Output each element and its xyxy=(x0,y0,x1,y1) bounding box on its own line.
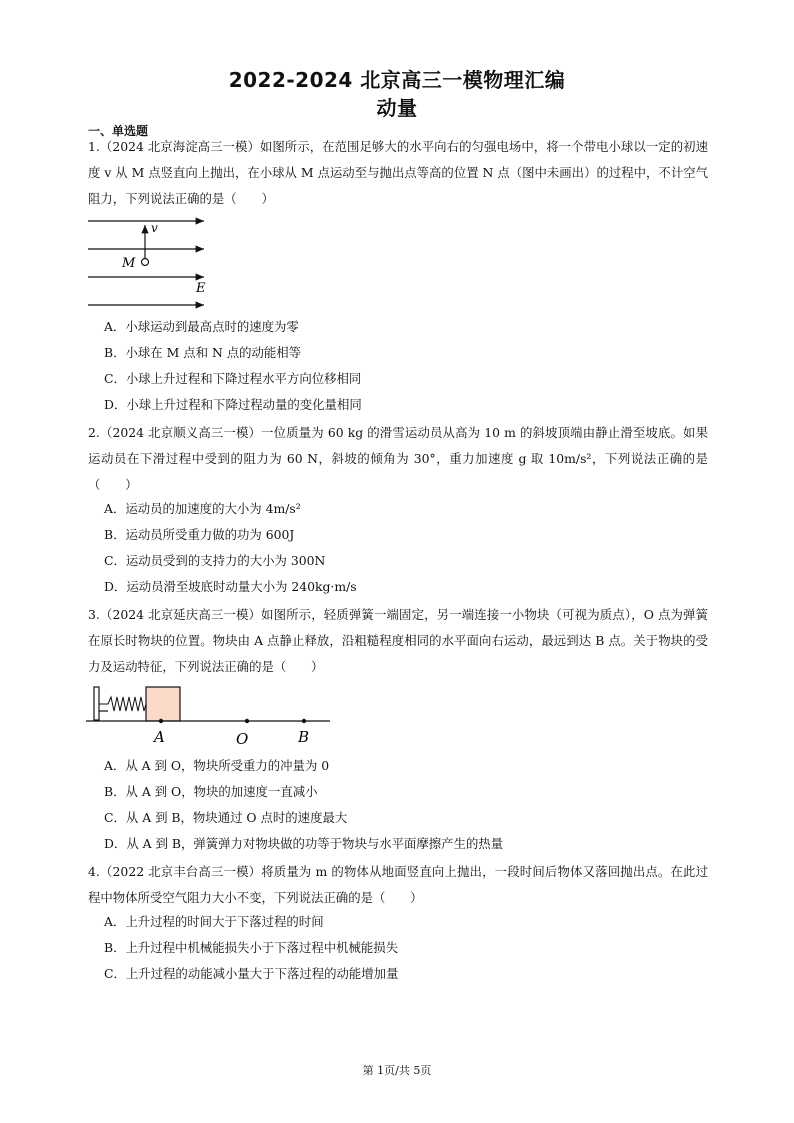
question-4-stem: 4.（2022 北京丰台高三一模）将质量为 m 的物体从地面竖直向上抛出，一段时间后物体又落回抛出点。在此过程中物体所受空气阻力大小不变，下列说法正确的是（ ） xyxy=(88,864,708,905)
label-m: M xyxy=(122,256,136,271)
page-title: 2022-2024 北京高三一模物理汇编 xyxy=(228,68,566,92)
question-2-stem: 2.（2024 北京顺义高三一模）一位质量为 60 kg 的滑雪运动员从高为 10 m 的斜坡顶端由静止滑至坡底。如果运动员在下滑过程中受到的阻力为 60 N，斜坡的倾角为 30°，重力加速度 g 取 10m/s²，下列说法正确的是（ ） xyxy=(88,425,708,492)
question-3-option-d: D．从 A 到 B，弹簧弹力对物块做的功等于物块与水平面摩擦产生的热量 xyxy=(104,836,504,851)
question-3-option-b: B．从 A 到 O，物块的加速度一直减小 xyxy=(104,784,318,799)
block xyxy=(146,687,180,721)
label-v: v xyxy=(151,221,158,235)
question-4-option-a: A．上升过程的时间大于下落过程的时间 xyxy=(104,914,324,929)
question-3-figure xyxy=(86,682,336,748)
question-1-stem: 1.（2024 北京海淀高三一模）如图所示，在范围足够大的水平向右的匀强电场中，将一个带电小球以一定的初速度 v 从 M 点竖直向上抛出，在小球从 M 点运动至与抛出点等高的位置 N 点（图中未画出）的过程中，不计空气阻力，下列说法正确的是（ ） xyxy=(88,139,708,206)
question-3-option-a: A．从 A 到 O，物块所受重力的冲量为 0 xyxy=(104,758,330,773)
spring xyxy=(99,697,146,711)
question-2-option-b: B．运动员所受重力做的功为 600J xyxy=(104,527,295,542)
question-1-figure xyxy=(86,212,216,312)
point-b xyxy=(302,719,306,723)
question-3-option-c: C．从 A 到 B，物块通过 O 点时的速度最大 xyxy=(104,810,348,825)
question-2-option-a: A．运动员的加速度的大小为 4m/s² xyxy=(104,501,301,516)
section-heading: 一、单选题 xyxy=(88,124,149,138)
page-subtitle: 动量 xyxy=(376,96,418,120)
charged-ball xyxy=(142,259,149,266)
question-1-option-d: D．小球上升过程和下降过程动量的变化量相同 xyxy=(104,397,362,412)
question-2-option-c: C．运动员受到的支持力的大小为 300N xyxy=(104,553,326,568)
point-o xyxy=(245,719,249,723)
label-e: E xyxy=(196,281,206,296)
wall-bracket xyxy=(94,687,99,720)
question-4-option-c: C．上升过程的动能减小量大于下落过程的动能增加量 xyxy=(104,966,399,981)
page-footer: 第 1页/共 5页 xyxy=(362,1064,432,1077)
question-1-option-b: B．小球在 M 点和 N 点的动能相等 xyxy=(104,345,302,360)
point-a xyxy=(159,719,163,723)
question-4-option-b: B．上升过程中机械能损失小于下落过程中机械能损失 xyxy=(104,940,399,955)
question-1-option-a: A．小球运动到最高点时的速度为零 xyxy=(104,319,299,334)
label-o: O xyxy=(236,730,249,748)
question-3-stem: 3.（2024 北京延庆高三一模）如图所示，轻质弹簧一端固定，另一端连接一小物块（可视为质点），O 点为弹簧在原长时物块的位置。物块由 A 点静止释放，沿粗糙程度相同的水平面向右运动，最远到达 B 点。关于物块的受力及运动特征，下列说法正确的是（ ） xyxy=(88,607,708,674)
label-b: B xyxy=(298,728,310,746)
label-a: A xyxy=(154,728,165,746)
question-2-option-d: D．运动员滑至坡底时动量大小为 240kg·m/s xyxy=(104,579,357,594)
question-1-option-c: C．小球上升过程和下降过程水平方向位移相同 xyxy=(104,371,362,386)
